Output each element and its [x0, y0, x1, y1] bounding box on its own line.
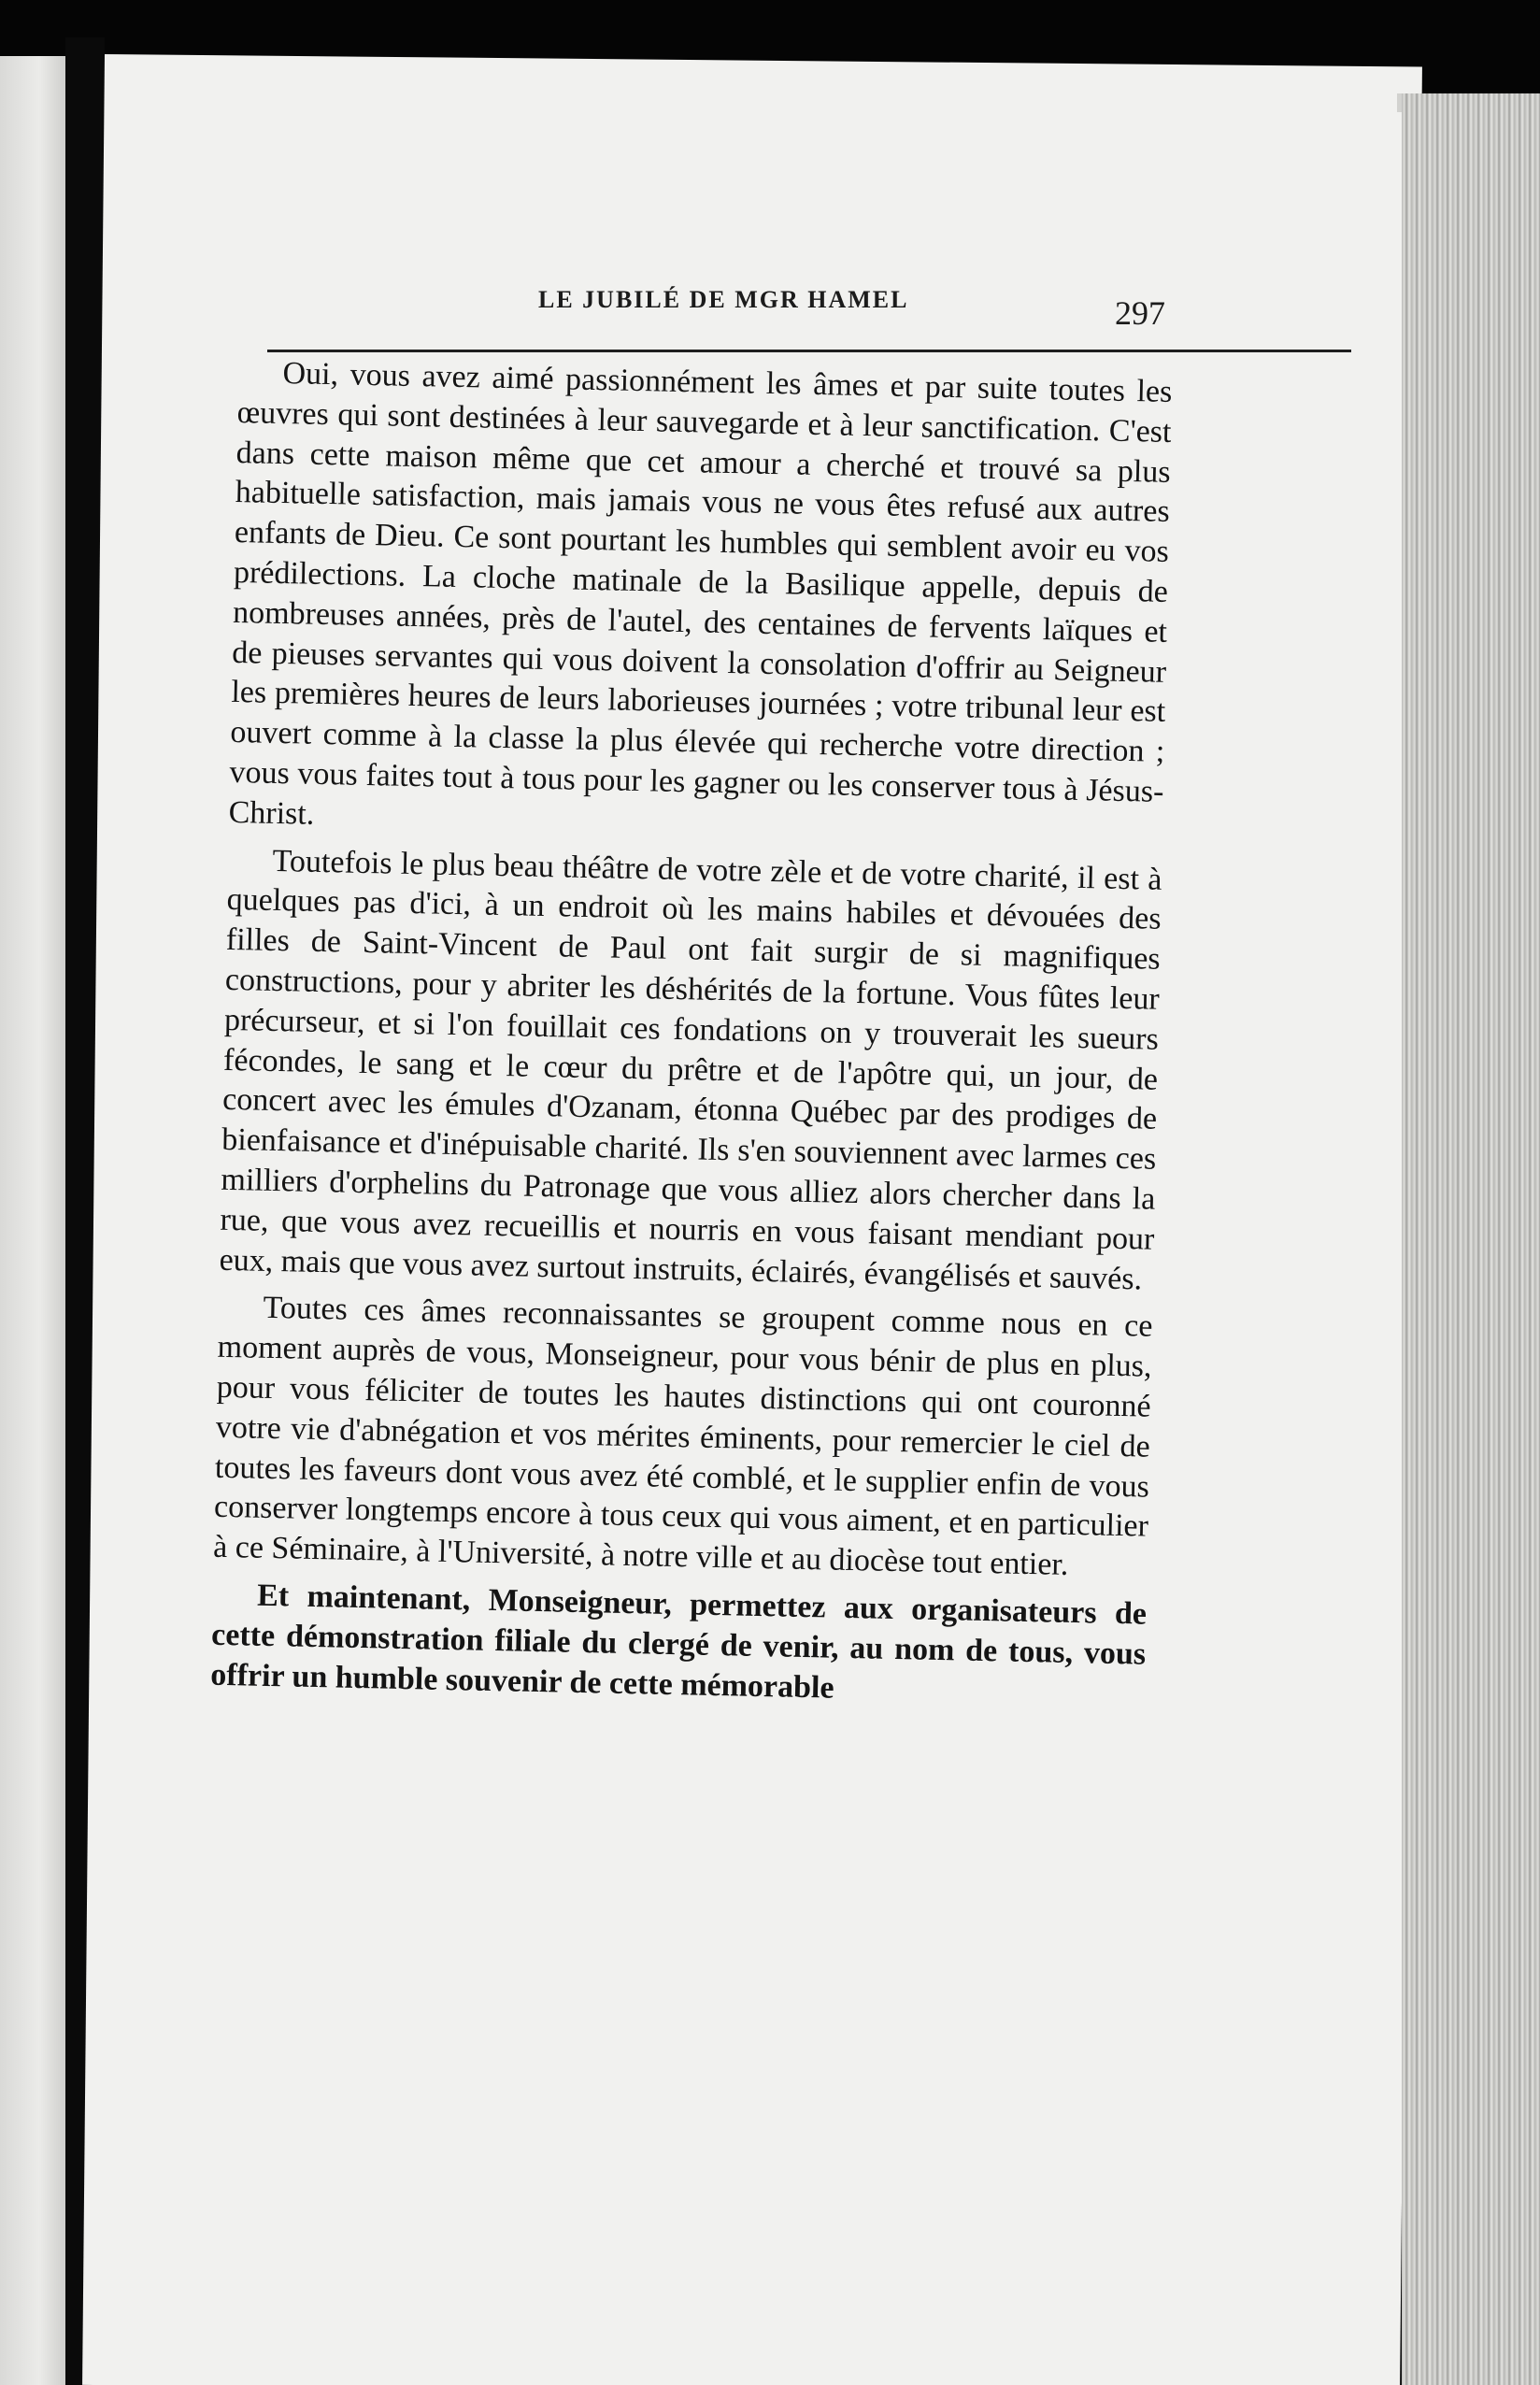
- body-text: [210, 353, 1173, 1722]
- previous-page-edge: [0, 56, 65, 2385]
- page-stack-edge: [1402, 93, 1540, 2385]
- running-head: LE JUBILÉ DE MGR HAMEL: [538, 286, 909, 313]
- page-header: [164, 277, 1192, 336]
- header-rule: [267, 350, 1351, 352]
- paragraph: Et maintenant, Monseigneur, permettez aux organisateurs de cette démonstration filiale du clergé de venir, au nom de tous, vous offrir un humble souvenir de cette mémorable: [209, 1578, 1148, 1706]
- page-number: 297: [1115, 294, 1165, 332]
- paragraph: Toutefois le plus beau théâtre de votre zèle et de votre charité, il est à quelques pas d'ici, à un endroit où les mains habiles et dévouées des filles de Saint-Vincent de Paul ont fait surgir de si magnifiques constructions, pour y abriter les déshérités de la fortune. Vous fûtes leur précurseur, et si l'on fouillait ces fondations on y trouverait les sueurs fécondes, le sang et le cœur du prêtre et de l'apôtre qui, un jour, de concert avec les émules d'Ozanam, étonna Québec par des prodiges de bienfaisance et d'inépuisable charité. Ils s'en souviennent avec larmes ces milliers d'orphelins du Patronage que vous alliez alors chercher dans la rue, que vous avez recueillis et nourris en vous faisant mendiant pour eux, mais que vous avez surtout instruits, éclairés, évangélisés et sauvés.: [219, 843, 1162, 1296]
- paragraph: Toutes ces âmes reconnaissantes se groupent comme nous en ce moment auprès de vous, Monseigneur, pour vous bénir de plus en plus, pour vous féliciter de toutes les hautes distinctions qui ont couronné votre vie d'abnégation et vos mérites éminents, pour remercier le ciel de toutes les faveurs dont vous avez été comblé, et le supplier enfin de vous conserver longtemps encore à tous ceux qui vous aiment, et en particulier à ce Séminaire, à l'Université, à notre ville et au diocèse tout entier.: [212, 1291, 1153, 1582]
- paragraph: Oui, vous avez aimé passionnément les âmes et par suite toutes les œuvres qui sont destinées à leur sauvegarde et à leur sanctification. C'est dans cette maison même que cet amour a cherché et trouvé sa plus habituelle satisfaction, mais jamais vous ne vous êtes refusé aux autres enfants de Dieu. Ce sont pourtant les humbles qui semblent avoir eu vos prédilections. La cloche matinale de la Basilique appelle, depuis de nombreuses années, près de l'autel, des centaines de fervents laïques et de pieuses servantes qui vous doivent la consolation d'offrir au Seigneur les premières heures de leurs laborieuses journées ; votre tribunal leur est ouvert comme à la classe la plus élevée qui recherche votre direction ; vous vous faites tout à tous pour les gagner ou les conserver tous à Jésus-Christ.: [228, 356, 1173, 832]
